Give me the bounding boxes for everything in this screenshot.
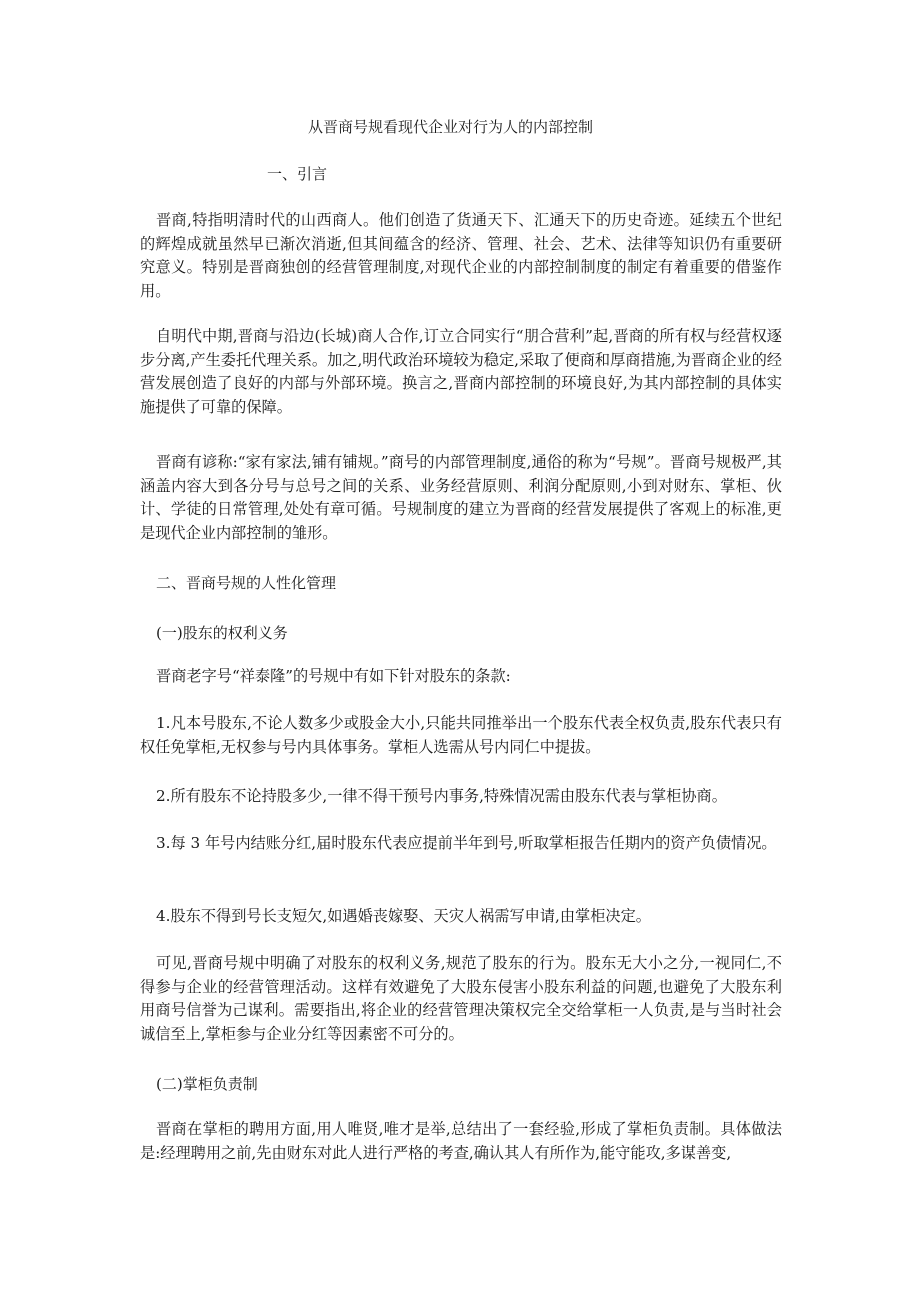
paragraph: 晋商有谚称:“家有家法,铺有铺规。”商号的内部管理制度,通俗的称为“号规”。晋商号规极严,其涵盖内容大到各分号与总号之间的关系、业务经营原则、利润分配原则,小到对财东、掌柜、伙计、学徒的日常管理,处处有章可循。号规制度的建立为晋商的经营发展提供了客观上的标准,更是现代企业内部控制的雏形。 [140,453,782,543]
subsection-heading-1: (一)股东的权利义务 [156,624,288,642]
section-heading-2: 二、晋商号规的人性化管理 [156,574,337,592]
list-item: 3.每 3 年号内结账分红,届时股东代表应提前半年到号,听取掌柜报告任期内的资产负债情况。 [156,834,777,852]
list-item: 1.凡本号股东,不论人数多少或股金大小,只能共同推举出一个股东代表全权负责,股东代表只有权任免掌柜,无权参与号内具体事务。掌柜人选需从号内同仁中提拔。 [140,714,782,756]
list-item: 2.所有股东不论持股多少,一律不得干预号内事务,特殊情况需由股东代表与掌柜协商。 [156,787,727,805]
paragraph: 晋商,特指明清时代的山西商人。他们创造了货通天下、汇通天下的历史奇迹。延续五个世纪的辉煌成就虽然早已渐次消逝,但其间蕴含的经济、管理、社会、艺术、法律等知识仍有重要研究意义。特别是晋商独创的经营管理制度,对现代企业的内部控制制度的制定有着重要的借鉴作用。 [140,211,782,301]
paragraph: 可见,晋商号规中明确了对股东的权利义务,规范了股东的行为。股东无大小之分,一视同仁,不得参与企业的经营管理活动。这样有效避免了大股东侵害小股东利益的问题,也避免了大股东利用商号信誉为己谋利。需要指出,将企业的经营管理决策权完全交给掌柜一人负责,是与当时社会诚信至上,掌柜参与企业分红等因素密不可分的。 [140,954,782,1044]
paragraph: 自明代中期,晋商与沿边(长城)商人合作,订立合同实行“朋合营利”起,晋商的所有权与经营权逐步分离,产生委托代理关系。加之,明代政治环境较为稳定,采取了便商和厚商措施,为晋商企业的经营发展创造了良好的内部与外部环境。换言之,晋商内部控制的环境良好,为其内部控制的具体实施提供了可靠的保障。 [140,327,782,417]
list-item: 4.股东不得到号长支短欠,如遇婚丧嫁娶、天灾人祸需写申请,由掌柜决定。 [156,907,651,925]
subsection-heading-2: (二)掌柜负责制 [156,1075,258,1093]
paragraph: 晋商老字号“祥泰隆”的号规中有如下针对股东的条款: [156,667,511,685]
paragraph: 晋商在掌柜的聘用方面,用人唯贤,唯才是举,总结出了一套经验,形成了掌柜负责制。具体做法是:经理聘用之前,先由财东对此人进行严格的考查,确认其人有所作为,能守能攻,多谋善变, [140,1120,782,1162]
document-title: 从晋商号规看现代企业对行为人的内部控制 [308,118,594,136]
section-heading-intro: 一、引言 [267,165,328,183]
